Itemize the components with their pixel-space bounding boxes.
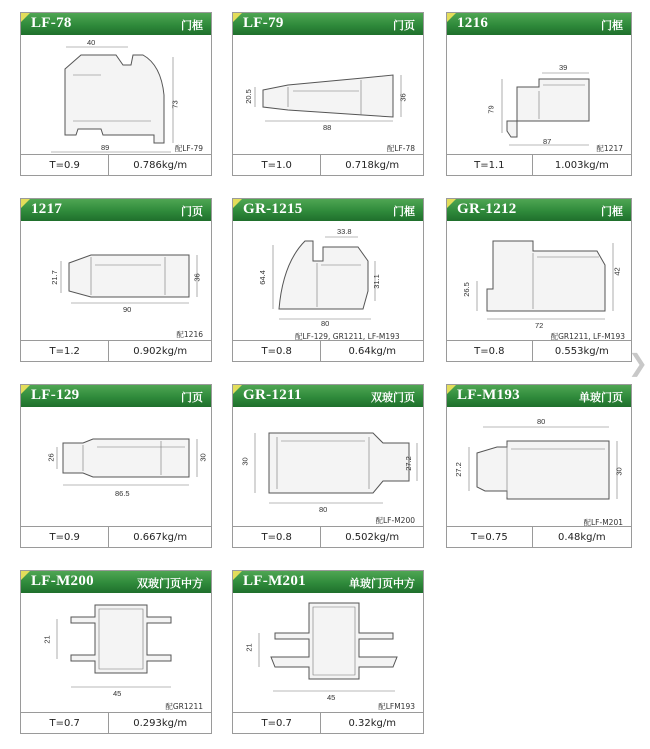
profile-kind: 双玻门页中方: [137, 577, 203, 590]
thickness-value: T=1.0: [233, 155, 321, 175]
dimension-label: 20.5: [243, 89, 253, 104]
profile-drawing: [447, 35, 631, 155]
thickness-value: T=0.7: [21, 713, 109, 733]
profile-kind: 门页: [181, 205, 203, 218]
dimension-label: 80: [537, 417, 546, 426]
profile-card-gr-1211: [232, 384, 424, 548]
profile-kind: 门页: [181, 391, 203, 404]
thickness-value: T=0.7: [233, 713, 321, 733]
matching-note: 配LF-M200: [375, 516, 415, 525]
dimension-label: 89: [101, 143, 110, 152]
dimension-label: 31.1: [371, 274, 381, 289]
profile-kind: 门框: [181, 19, 203, 32]
profile-kind: 门框: [601, 205, 623, 218]
profile-kind: 单玻门页中方: [349, 577, 415, 590]
profile-model: 1216: [457, 15, 489, 31]
profile-drawing: [233, 221, 423, 341]
thickness-value: T=1.1: [447, 155, 533, 175]
thickness-value: T=0.75: [447, 527, 533, 547]
matching-note: 配1216: [176, 330, 203, 339]
matching-note: 配LF-78: [386, 144, 415, 153]
profile-model: LF-78: [31, 15, 72, 31]
profile-section-shape: [447, 35, 633, 155]
weight-value: 0.32kg/m: [348, 717, 396, 729]
profile-card-1216: [446, 12, 632, 176]
dimension-label: 79: [486, 105, 496, 114]
profile-model: LF-M193: [457, 387, 520, 403]
profile-card-lf-129: [20, 384, 212, 548]
card-header: [21, 199, 211, 221]
weight-value: 0.786kg/m: [133, 159, 188, 171]
profile-model: 1217: [31, 201, 63, 217]
spec-row: [233, 154, 423, 175]
dimension-label: 21: [42, 635, 52, 644]
profile-kind: 单玻门页: [579, 391, 623, 404]
profile-kind: 门框: [601, 19, 623, 32]
dimension-label: 40: [87, 38, 96, 47]
dimension-label: 80: [321, 319, 330, 328]
profile-card-lf-m193: [446, 384, 632, 548]
thickness-value: T=0.9: [21, 155, 109, 175]
profile-card-lf-m200: [20, 570, 212, 734]
profile-kind: 双玻门页: [371, 391, 415, 404]
thickness-value: T=0.8: [233, 341, 321, 361]
profile-card-lf-79: [232, 12, 424, 176]
profile-model: GR-1212: [457, 201, 517, 217]
weight-value: 1.003kg/m: [554, 159, 609, 171]
profile-model: GR-1215: [243, 201, 303, 217]
weight-value: 0.64kg/m: [348, 345, 396, 357]
matching-note: 配LF-79: [174, 144, 203, 153]
dimension-label: 26.5: [461, 282, 471, 297]
spec-row: [233, 526, 423, 547]
thickness-value: T=0.8: [233, 527, 321, 547]
dimension-label: 36: [192, 273, 202, 282]
dimension-label: 64.4: [257, 270, 267, 285]
profile-drawing: [233, 593, 423, 713]
weight-value: 0.293kg/m: [133, 717, 188, 729]
profile-drawing: [21, 35, 211, 155]
dimension-label: 21.7: [49, 270, 59, 285]
spec-row: [233, 340, 423, 361]
card-header: [447, 13, 631, 35]
profile-drawing: [447, 407, 631, 527]
thickness-value: T=0.8: [447, 341, 533, 361]
dimension-label: 80: [319, 505, 328, 514]
spec-row: [233, 712, 423, 733]
dimension-label: 86.5: [115, 489, 130, 498]
profile-section-shape: [233, 35, 425, 155]
weight-value: 0.667kg/m: [133, 531, 188, 543]
dimension-label: 30: [198, 453, 208, 462]
profile-card-gr-1215: [232, 198, 424, 362]
profile-model: LF-79: [243, 15, 284, 31]
chevron-right-icon[interactable]: ❯: [628, 349, 649, 377]
weight-value: 0.718kg/m: [345, 159, 400, 171]
profile-kind: 门框: [393, 205, 415, 218]
dimension-label: 90: [123, 305, 132, 314]
weight-value: 0.902kg/m: [133, 345, 188, 357]
spec-row: [21, 526, 211, 547]
weight-value: 0.553kg/m: [554, 345, 609, 357]
dimension-label: 39: [559, 63, 568, 72]
profile-drawing: [21, 407, 211, 527]
profile-section-shape: [233, 407, 425, 527]
profile-card-lf-78: [20, 12, 212, 176]
profile-model: LF-M200: [31, 573, 94, 589]
card-header: [233, 199, 423, 221]
dimension-label: 88: [323, 123, 332, 132]
dimension-label: 36: [398, 93, 408, 102]
matching-note: 配1217: [596, 144, 623, 153]
profile-drawing: [21, 221, 211, 341]
spec-row: [21, 340, 211, 361]
card-header: [21, 385, 211, 407]
card-header: [233, 385, 423, 407]
spec-row: [21, 154, 211, 175]
profile-drawing: [21, 593, 211, 713]
thickness-value: T=0.9: [21, 527, 109, 547]
card-header: [233, 13, 423, 35]
card-header: [21, 13, 211, 35]
profile-model: GR-1211: [243, 387, 302, 403]
matching-note: 配LF-M201: [583, 518, 623, 527]
dimension-label: 26: [46, 453, 56, 462]
dimension-label: 21: [244, 643, 254, 652]
matching-note: 配LF-129, GR1211, LF-M193: [295, 332, 400, 341]
spec-row: [447, 154, 631, 175]
profile-drawing: [233, 35, 423, 155]
matching-note: 配GR1211: [165, 702, 203, 711]
matching-note: 配GR1211, LF-M193: [550, 332, 625, 341]
spec-row: [447, 526, 631, 547]
card-header: [21, 571, 211, 593]
card-header: [447, 199, 631, 221]
weight-value: 0.48kg/m: [558, 531, 606, 543]
weight-value: 0.502kg/m: [345, 531, 400, 543]
profile-model: LF-M201: [243, 573, 306, 589]
profile-model: LF-129: [31, 387, 80, 403]
card-header: [447, 385, 631, 407]
dimension-label: 27.2: [453, 462, 463, 477]
profile-card-lf-m201: [232, 570, 424, 734]
card-header: [233, 571, 423, 593]
profile-section-shape: [21, 35, 213, 155]
profile-card-1217: [20, 198, 212, 362]
profile-drawing: [233, 407, 423, 527]
dimension-label: 87: [543, 137, 552, 146]
dimension-label: 45: [113, 689, 122, 698]
profile-kind: 门页: [393, 19, 415, 32]
profile-section-shape: [21, 407, 213, 527]
profile-card-gr-1212: [446, 198, 632, 362]
spec-row: [447, 340, 631, 361]
dimension-label: 73: [170, 100, 180, 109]
dimension-label: 33.8: [337, 227, 352, 236]
profile-drawing: [447, 221, 631, 341]
matching-note: 配LFM193: [378, 702, 415, 711]
spec-row: [21, 712, 211, 733]
dimension-label: 30: [614, 467, 624, 476]
dimension-label: 72: [535, 321, 544, 330]
dimension-label: 27.2: [403, 456, 413, 471]
dimension-label: 42: [612, 267, 622, 276]
thickness-value: T=1.2: [21, 341, 109, 361]
dimension-label: 30: [240, 457, 250, 466]
dimension-label: 45: [327, 693, 336, 702]
